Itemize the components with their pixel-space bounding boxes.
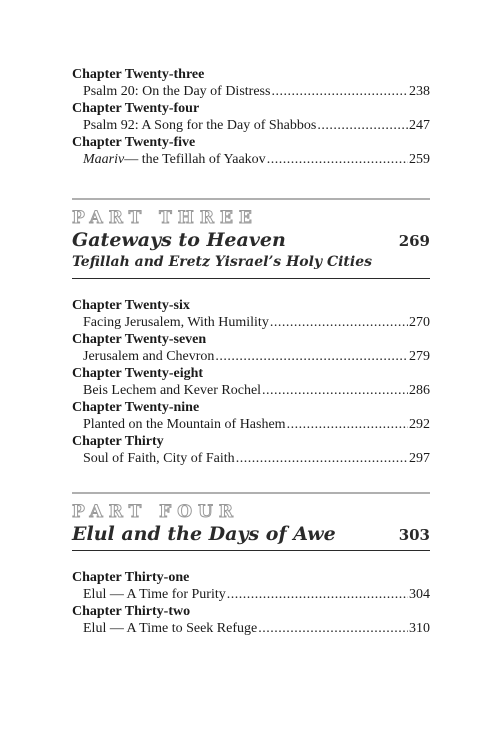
page-number: 304 — [409, 587, 430, 602]
chapter-entry — [72, 620, 430, 637]
dot-leader — [262, 382, 408, 399]
chapter-title: Jerusalem and Chevron — [83, 349, 215, 364]
toc-chapter-32[interactable] — [72, 603, 430, 637]
dot-leader — [287, 416, 408, 433]
page-number: 292 — [409, 417, 430, 432]
chapter-entry — [72, 314, 430, 331]
dot-leader — [215, 348, 408, 365]
dot-leader — [317, 117, 408, 134]
chapter-entry — [72, 151, 430, 168]
dot-leader — [258, 620, 408, 637]
dot-leader — [267, 151, 408, 168]
divider — [72, 492, 430, 494]
chapter-heading: Chapter Twenty-five — [72, 135, 196, 150]
part-label: PART THREE — [72, 208, 258, 228]
dot-leader — [271, 83, 408, 100]
chapter-heading: Chapter Twenty-eight — [72, 366, 204, 381]
part-title-row[interactable] — [72, 522, 430, 546]
page-number: 259 — [409, 152, 430, 167]
chapter-heading: Chapter Twenty-three — [72, 67, 205, 82]
chapter-title: Elul — A Time for Purity — [83, 587, 226, 602]
chapter-entry — [72, 382, 430, 399]
dot-leader — [236, 450, 408, 467]
divider — [72, 278, 430, 279]
dot-leader — [270, 314, 408, 331]
divider — [72, 550, 430, 551]
page-number: 286 — [409, 383, 430, 398]
divider — [72, 198, 430, 200]
chapter-heading: Chapter Twenty-seven — [72, 332, 207, 347]
chapter-title: Psalm 20: On the Day of Distress — [83, 84, 271, 99]
chapter-heading: Chapter Twenty-nine — [72, 400, 200, 415]
page-number: 279 — [409, 349, 430, 364]
chapter-heading: Chapter Thirty-one — [72, 570, 190, 585]
chapter-entry — [72, 117, 430, 134]
chapter-title-italic: Maariv — [83, 152, 125, 167]
chapter-title: Beis Lechem and Kever Rochel — [83, 383, 262, 398]
toc-section-part-four — [72, 569, 430, 637]
toc-chapter-31[interactable] — [72, 569, 430, 603]
part-subtitle: Tefillah and Eretz Yisrael’s Holy Cities — [72, 254, 372, 270]
chapter-entry — [72, 450, 430, 467]
chapter-heading: Chapter Twenty-six — [72, 298, 190, 313]
chapter-heading: Chapter Thirty-two — [72, 604, 191, 619]
table-of-contents — [72, 66, 430, 637]
page-number: 310 — [409, 621, 430, 636]
toc-chapter-28[interactable] — [72, 365, 430, 399]
part-title-row[interactable] — [72, 228, 430, 252]
chapter-title: Soul of Faith, City of Faith — [83, 451, 235, 466]
toc-section-part-three — [72, 297, 430, 467]
part-label: PART FOUR — [72, 502, 239, 522]
part-page-number: 269 — [398, 232, 430, 250]
chapter-heading: Chapter Thirty — [72, 434, 164, 449]
page-number: 297 — [409, 451, 430, 466]
chapter-title: Psalm 92: A Song for the Day of Shabbos — [83, 118, 317, 133]
toc-chapter-29[interactable] — [72, 399, 430, 433]
chapter-entry — [72, 586, 430, 603]
toc-section-top — [72, 66, 430, 168]
part-three-header — [72, 198, 430, 279]
chapter-entry — [72, 416, 430, 433]
page-number: 270 — [409, 315, 430, 330]
toc-chapter-27[interactable] — [72, 331, 430, 365]
toc-chapter-30[interactable] — [72, 433, 430, 467]
page-number: 247 — [409, 118, 430, 133]
chapter-heading: Chapter Twenty-four — [72, 101, 200, 116]
toc-chapter-24[interactable] — [72, 100, 430, 134]
chapter-title: Facing Jerusalem, With Humility — [83, 315, 269, 330]
chapter-title: — the Tefillah of Yaakov — [124, 152, 266, 167]
chapter-entry — [72, 348, 430, 365]
chapter-title: Elul — A Time to Seek Refuge — [83, 621, 258, 636]
part-four-header — [72, 492, 430, 551]
part-title: Gateways to Heaven — [72, 229, 286, 251]
part-title: Elul and the Days of Awe — [72, 523, 336, 545]
chapter-entry — [72, 83, 430, 100]
chapter-title: Planted on the Mountain of Hashem — [83, 417, 286, 432]
toc-chapter-25[interactable] — [72, 134, 430, 168]
part-page-number: 303 — [398, 526, 430, 544]
dot-leader — [227, 586, 408, 603]
page-number: 238 — [409, 84, 430, 99]
toc-chapter-23[interactable] — [72, 66, 430, 100]
toc-chapter-26[interactable] — [72, 297, 430, 331]
